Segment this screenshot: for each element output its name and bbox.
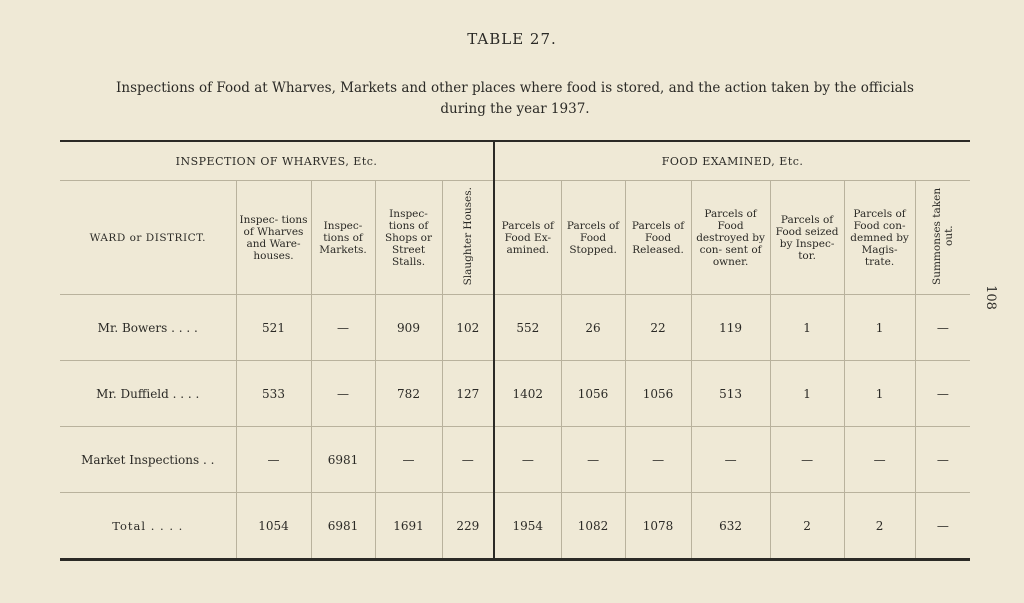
page-number: 108: [982, 285, 998, 310]
column-header-examined: Parcels of Food Ex- amined.: [494, 181, 561, 295]
table-cell: 533: [236, 361, 311, 427]
table-cell: 2: [770, 493, 844, 560]
row-label-total: Total . . . .: [60, 493, 236, 560]
table-cell: 102: [442, 295, 494, 361]
column-header-slaughter: [442, 181, 494, 295]
table-cell: 1954: [494, 493, 561, 560]
table-cell: —: [915, 427, 970, 493]
table-cell: 26: [561, 295, 625, 361]
column-header-stopped: Parcels of Food Stopped.: [561, 181, 625, 295]
table-cell: 521: [236, 295, 311, 361]
table-cell: 119: [691, 295, 770, 361]
table-cell: —: [625, 427, 691, 493]
group-header-inspection: INSPECTION OF WHARVES, Etc.: [60, 141, 494, 181]
table-cell: 22: [625, 295, 691, 361]
table-cell: 1: [770, 295, 844, 361]
page-title: TABLE 27.: [467, 30, 557, 48]
table-cell: 1056: [561, 361, 625, 427]
column-header-summonses: [915, 181, 970, 295]
table-cell: 1402: [494, 361, 561, 427]
table-cell: 552: [494, 295, 561, 361]
table-cell: —: [311, 295, 375, 361]
table-cell: 909: [375, 295, 442, 361]
table-cell: 229: [442, 493, 494, 560]
table-cell: 6981: [311, 427, 375, 493]
table-cell: 1: [844, 361, 915, 427]
table-cell: 513: [691, 361, 770, 427]
table-cell: —: [375, 427, 442, 493]
table-cell: —: [691, 427, 770, 493]
table-cell: 1: [770, 361, 844, 427]
column-header-condemned: Parcels of Food con- demned by Magis- trate.: [844, 181, 915, 295]
table-cell: —: [236, 427, 311, 493]
table-cell: —: [494, 427, 561, 493]
column-header-destroyed: Parcels of Food destroyed by con- sent of owner.: [691, 181, 770, 295]
caption-line-1: Inspections of Food at Wharves, Markets and other places where food is stored, and the action taken by the officials: [116, 80, 914, 96]
table-cell: —: [844, 427, 915, 493]
row-label: Mr. Duffield . . . .: [60, 361, 236, 427]
table-cell: —: [770, 427, 844, 493]
row-label: Market Inspections . .: [60, 427, 236, 493]
slaughter-label: Slaughter Houses.: [461, 186, 474, 286]
table-cell: —: [915, 493, 970, 560]
table-caption: [80, 78, 950, 120]
summonses-label: Summonses taken out.: [930, 187, 955, 285]
column-header-markets: Inspec- tions of Markets.: [311, 181, 375, 295]
column-header-wharves: Inspec- tions of Wharves and Ware- houses.: [236, 181, 311, 295]
table-cell: —: [915, 295, 970, 361]
table-cell: 632: [691, 493, 770, 560]
table-cell: 1056: [625, 361, 691, 427]
table-row: [60, 295, 970, 361]
inspection-table: [60, 140, 970, 561]
table-cell: 782: [375, 361, 442, 427]
table-cell: 127: [442, 361, 494, 427]
table-cell: 2: [844, 493, 915, 560]
total-row: [60, 493, 970, 560]
table-cell: —: [311, 361, 375, 427]
table-cell: —: [561, 427, 625, 493]
row-label: Mr. Bowers . . . .: [60, 295, 236, 361]
table-cell: —: [915, 361, 970, 427]
table-cell: 1: [844, 295, 915, 361]
column-header-shops: Inspec- tions of Shops or Street Stalls.: [375, 181, 442, 295]
table-row: [60, 361, 970, 427]
group-header-food: FOOD EXAMINED, Etc.: [494, 141, 970, 181]
table-cell: 1054: [236, 493, 311, 560]
table-cell: 1691: [375, 493, 442, 560]
column-header-released: Parcels of Food Released.: [625, 181, 691, 295]
column-header-seized: Parcels of Food seized by Inspec- tor.: [770, 181, 844, 295]
column-header-ward: WARD or DISTRICT.: [60, 181, 236, 295]
table-cell: 1078: [625, 493, 691, 560]
table-cell: 1082: [561, 493, 625, 560]
table-cell: —: [442, 427, 494, 493]
caption-line-2: during the year 1937.: [440, 101, 590, 117]
table-row: [60, 427, 970, 493]
table-cell: 6981: [311, 493, 375, 560]
